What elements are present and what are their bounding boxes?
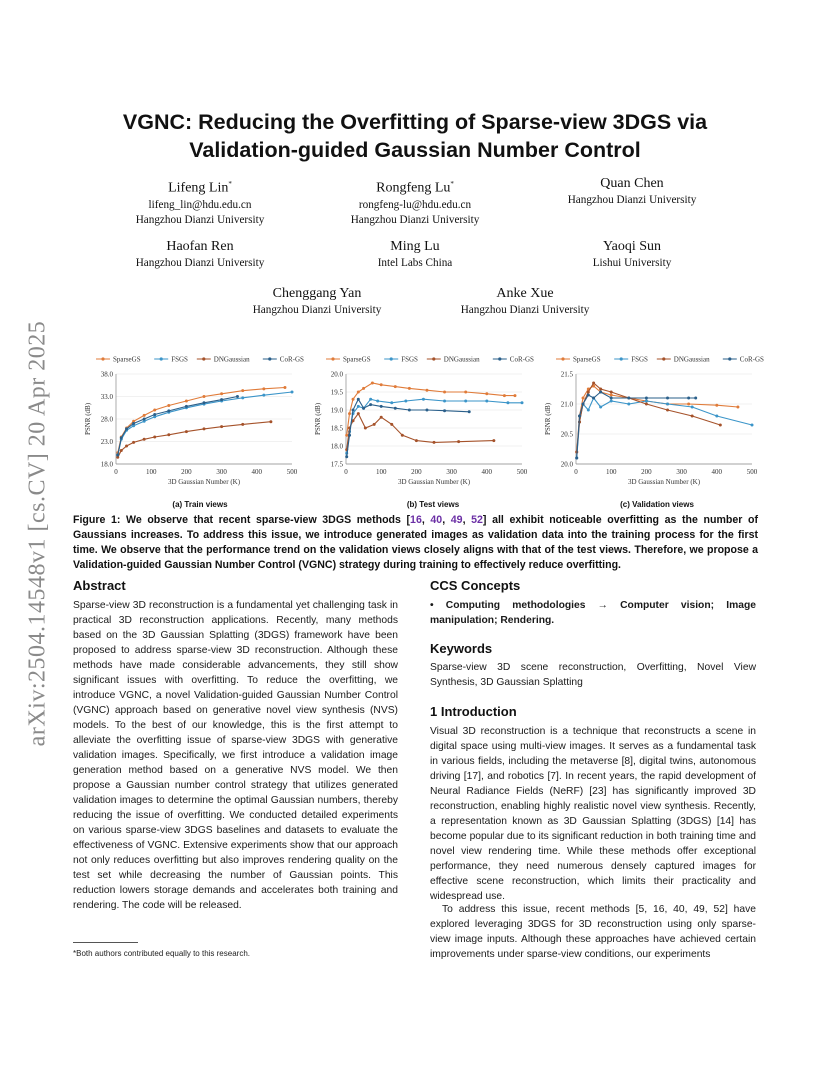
legend-label: FSGS bbox=[631, 355, 648, 364]
legend-marker bbox=[268, 357, 271, 360]
x-tick-label: 200 bbox=[411, 468, 422, 476]
data-point bbox=[645, 400, 648, 403]
data-point bbox=[364, 427, 367, 430]
subcaption-validation: (c) Validation views bbox=[620, 500, 694, 509]
data-point bbox=[116, 454, 119, 457]
author-affiliation: Hangzhou Dianzi University bbox=[135, 214, 265, 227]
title-line-2: Validation-guided Gaussian Number Control bbox=[189, 138, 641, 162]
abstract-text: Sparse-view 3D reconstruction is a fundamental yet challenging task in practical 3D reconstruction applications. Recently, many methods based on the 3D Gaussian Splatting (3DGS) framework have been proposed to address sparse-view 3D reconstruction. Although these methods have made considerable advancements, they still show significant issues with overfitting. To reduce the overfitting, we introduce VGNC, a novel Validation-guided Gaussian Number Control (VGNC) approach based on generative novel view synthesis (NVS) models. To the best of our knowledge, this is the first attempt to alleviate the overfitting issue of sparse-view 3DGS with generative validation images. Specifically, we first introduce a validation image generation method based on a generative NVS model. We then propose a Gaussian number control strategy that utilizes generated validation images to determine the optimal Gaussian numbers, thereby reducing the issue of overfitting. We conducted detailed experiments on various sparse-view 3DGS baselines and datasets to evaluate the effectiveness of VGNC. Extensive experiments show that our approach not only reduces overfitting but also improves rendering quality on the test set while decreasing the number of Gaussian points. This reduction lowers storage demands and accelerates both training and rendering. The code will be released. bbox=[73, 600, 398, 911]
data-point bbox=[390, 423, 393, 426]
data-point bbox=[443, 391, 446, 394]
author-block: Rongfeng Lu* rongfeng-lu@hdu.edu.cn Hangzhou Dianzi University bbox=[310, 175, 520, 229]
data-point bbox=[380, 383, 383, 386]
data-point bbox=[376, 400, 379, 403]
legend-marker bbox=[101, 357, 104, 360]
data-point bbox=[666, 409, 669, 412]
y-tick-label: 21.5 bbox=[560, 370, 573, 379]
data-point bbox=[587, 409, 590, 412]
y-axis-label: PSNR (dB) bbox=[544, 402, 552, 436]
data-point bbox=[125, 427, 128, 430]
author-affiliation: Lishui University bbox=[592, 257, 672, 269]
legend-label: FSGS bbox=[401, 355, 418, 364]
data-point bbox=[587, 391, 590, 394]
x-axis-label: 3D Gaussian Number (K) bbox=[397, 478, 471, 486]
author-affiliation: Hangzhou Dianzi University bbox=[350, 214, 480, 227]
y-tick-label: 17.5 bbox=[330, 460, 343, 469]
data-point bbox=[457, 440, 460, 443]
data-point bbox=[521, 401, 524, 404]
data-point bbox=[362, 407, 365, 410]
title-line-1: VGNC: Reducing the Overfitting of Sparse-view 3DGS via bbox=[122, 110, 708, 134]
data-point bbox=[503, 394, 506, 397]
y-tick-label: 18.0 bbox=[330, 442, 343, 451]
author-name: Haofan Ren bbox=[166, 239, 234, 254]
y-tick-label: 20.0 bbox=[330, 370, 343, 379]
data-point bbox=[425, 389, 428, 392]
author-name: Lifeng Lin bbox=[168, 180, 229, 196]
data-point bbox=[203, 401, 206, 404]
x-tick-label: 0 bbox=[114, 468, 118, 476]
data-point bbox=[433, 441, 436, 444]
data-point bbox=[404, 400, 407, 403]
data-point bbox=[380, 416, 383, 419]
legend-marker bbox=[160, 357, 163, 360]
x-tick-label: 500 bbox=[286, 468, 298, 476]
citation-link[interactable]: 40 bbox=[430, 514, 443, 526]
data-point bbox=[401, 434, 404, 437]
data-point bbox=[582, 397, 585, 400]
series-line-cor-gs bbox=[118, 397, 238, 456]
data-point bbox=[506, 401, 509, 404]
x-tick-label: 300 bbox=[676, 468, 687, 476]
data-point bbox=[153, 436, 156, 439]
y-tick-label: 23.0 bbox=[100, 437, 113, 446]
series-line-sparsegs bbox=[577, 386, 738, 452]
data-point bbox=[357, 391, 360, 394]
data-point bbox=[262, 394, 265, 397]
series-line-dngaussian bbox=[118, 422, 271, 458]
data-point bbox=[380, 405, 383, 408]
figure-caption: Figure 1: We observe that recent sparse-view 3DGS methods [16, 40, 49, 52] all exhibit noticeable overfitting as the number of Gaussians increases. To address this issue, we introduce generated images as validation data into the training process for the first time. We observe that the performance trend on the validation views closely aligns with that of the test views. Therefore, we propose a Validation-guided Gaussian Number Control (VGNC) strategy during training to effectively reduce overfitting. bbox=[73, 514, 758, 571]
legend-label: CoR-GS bbox=[509, 355, 534, 364]
y-tick-label: 19.5 bbox=[330, 388, 343, 397]
data-point bbox=[599, 388, 602, 391]
y-tick-label: 33.0 bbox=[100, 392, 113, 401]
author-block: Lifeng Lin* lifeng_lin@hdu.edu.cn Hangzhou Dianzi University bbox=[95, 175, 305, 229]
x-tick-label: 0 bbox=[574, 468, 578, 476]
keywords-heading: Keywords bbox=[430, 641, 493, 656]
data-point bbox=[362, 387, 365, 390]
data-point bbox=[373, 423, 376, 426]
data-point bbox=[357, 412, 360, 415]
arxiv-watermark: arXiv:2504.14548v1 [cs.CV] 20 Apr 2025 bbox=[24, 320, 51, 747]
x-tick-label: 300 bbox=[446, 468, 457, 476]
chart-panel-test bbox=[310, 350, 540, 498]
data-point bbox=[390, 401, 393, 404]
x-tick-label: 100 bbox=[605, 468, 617, 476]
data-point bbox=[592, 397, 595, 400]
subcaption-train: (a) Train views bbox=[172, 500, 228, 509]
author-affiliation: Intel Labs China bbox=[377, 257, 453, 269]
data-point bbox=[645, 397, 648, 400]
x-axis-label: 3D Gaussian Number (K) bbox=[627, 478, 701, 486]
data-point bbox=[371, 382, 374, 385]
data-point bbox=[132, 441, 135, 444]
series-line-fsgs bbox=[118, 392, 292, 455]
data-point bbox=[627, 403, 630, 406]
author-block bbox=[310, 238, 520, 272]
x-tick-label: 400 bbox=[251, 468, 263, 476]
series-line-sparsegs bbox=[347, 383, 515, 435]
data-point bbox=[415, 439, 418, 442]
data-point bbox=[132, 422, 135, 425]
data-point bbox=[352, 398, 355, 401]
data-point bbox=[464, 391, 467, 394]
author-block bbox=[212, 285, 422, 319]
chart-train-views bbox=[80, 350, 310, 498]
data-point bbox=[203, 427, 206, 430]
author-affiliation: Hangzhou Dianzi University bbox=[135, 257, 265, 269]
intro-paragraph-1: Visual 3D reconstruction is a technique that reconstructs a scene in digital space using multi-view images. It serves as a fundamental task in various fields, including the metaverse [8], digital twins, autonomous driving [17], and robotics [7]. In recent years, the rapid development of Neural Radiance Fields (NeRF) [23] has significantly improved 3D reconstruction, enabling highly realistic novel view synthesis. Recently, a representation known as 3D Gaussian Splatting (3DGS) [14] has become popular due to its significant reduction in both training time and novel view rendering time. While these methods offer exceptional performance, they need numerous densely captured images for effective scene reconstruction, which limits their practicality and widespread use. bbox=[430, 726, 756, 902]
legend-marker bbox=[202, 357, 205, 360]
data-point bbox=[357, 398, 360, 401]
data-point bbox=[167, 409, 170, 412]
y-tick-label: 21.0 bbox=[560, 400, 573, 409]
legend-marker bbox=[728, 357, 731, 360]
subcaption-test: (b) Test views bbox=[406, 500, 460, 509]
author-block bbox=[420, 285, 630, 319]
data-point bbox=[627, 397, 630, 400]
data-point bbox=[687, 403, 690, 406]
data-point bbox=[120, 449, 123, 452]
author-email: lifeng_lin@hdu.edu.cn bbox=[148, 198, 252, 211]
series-line-fsgs bbox=[347, 399, 522, 453]
data-point bbox=[492, 439, 495, 442]
data-point bbox=[241, 396, 244, 399]
legend-label: SparseGS bbox=[573, 355, 601, 364]
data-point bbox=[422, 398, 425, 401]
intro-heading: 1 Introduction bbox=[430, 704, 517, 719]
ccs-text: • Computing methodologies → Computer vision; Image manipulation; Rendering. bbox=[430, 600, 756, 626]
legend-label: CoR-GS bbox=[739, 355, 764, 364]
data-point bbox=[220, 398, 223, 401]
data-point bbox=[592, 382, 595, 385]
y-axis-label: PSNR (dB) bbox=[314, 402, 322, 436]
data-point bbox=[610, 397, 613, 400]
author-email: rongfeng-lu@hdu.edu.cn bbox=[358, 198, 472, 211]
legend-label: DNGaussian bbox=[213, 355, 250, 364]
data-point bbox=[369, 398, 372, 401]
data-point bbox=[348, 434, 351, 437]
y-tick-label: 28.0 bbox=[100, 415, 113, 424]
legend-marker bbox=[561, 357, 564, 360]
data-point bbox=[345, 455, 348, 458]
legend-label: FSGS bbox=[171, 355, 188, 364]
data-point bbox=[694, 397, 697, 400]
y-axis-label: PSNR (dB) bbox=[84, 402, 92, 436]
data-point bbox=[408, 387, 411, 390]
data-point bbox=[220, 392, 223, 395]
y-tick-label: 20.5 bbox=[560, 430, 573, 439]
data-point bbox=[394, 385, 397, 388]
data-point bbox=[715, 404, 718, 407]
data-point bbox=[153, 413, 156, 416]
author-block bbox=[527, 238, 737, 272]
x-tick-label: 400 bbox=[481, 468, 493, 476]
data-point bbox=[691, 406, 694, 409]
x-tick-label: 300 bbox=[216, 468, 227, 476]
data-point bbox=[203, 395, 206, 398]
author-affiliation: Hangzhou Dianzi University bbox=[252, 304, 382, 316]
author-name: Yaoqi Sun bbox=[602, 239, 662, 254]
data-point bbox=[185, 400, 188, 403]
legend-marker bbox=[620, 357, 623, 360]
data-point bbox=[587, 394, 590, 397]
data-point bbox=[464, 400, 467, 403]
data-point bbox=[125, 445, 128, 448]
data-point bbox=[645, 403, 648, 406]
legend-label: DNGaussian bbox=[673, 355, 710, 364]
data-point bbox=[443, 409, 446, 412]
data-point bbox=[582, 403, 585, 406]
series-line-fsgs bbox=[577, 398, 752, 458]
author-name: Ming Lu bbox=[390, 239, 440, 254]
data-point bbox=[687, 397, 690, 400]
citation-link[interactable]: 49 bbox=[450, 514, 463, 526]
author-affiliation: Hangzhou Dianzi University bbox=[460, 304, 590, 316]
x-tick-label: 500 bbox=[516, 468, 528, 476]
data-point bbox=[599, 391, 602, 394]
author-name: Quan Chen bbox=[600, 176, 664, 191]
data-point bbox=[357, 405, 360, 408]
y-tick-label: 18.0 bbox=[100, 460, 113, 469]
data-point bbox=[666, 397, 669, 400]
data-point bbox=[220, 425, 223, 428]
series-line-cor-gs bbox=[577, 392, 696, 458]
data-point bbox=[283, 386, 286, 389]
data-point bbox=[578, 415, 581, 418]
intro-paragraph-2: To address this issue, recent methods [5, 16, 40, 49, 52] have explored leveraging 3DGS for 3D reconstruction using only sparse-view image inputs. Although these approaches have achieved certain improvements under sparse-view conditions, our experiments bbox=[430, 904, 756, 960]
data-point bbox=[513, 394, 516, 397]
x-tick-label: 100 bbox=[145, 468, 157, 476]
data-point bbox=[485, 400, 488, 403]
data-point bbox=[241, 389, 244, 392]
x-axis-label: 3D Gaussian Number (K) bbox=[167, 478, 241, 486]
author-affiliation: Hangzhou Dianzi University bbox=[567, 194, 697, 206]
data-point bbox=[691, 415, 694, 418]
chart-validation-views bbox=[540, 350, 770, 498]
footnote: *Both authors contributed equally to this research. bbox=[73, 949, 250, 958]
data-point bbox=[610, 391, 613, 394]
ccs-heading: CCS Concepts bbox=[430, 578, 521, 593]
data-point bbox=[167, 433, 170, 436]
data-point bbox=[666, 403, 669, 406]
data-point bbox=[120, 436, 123, 439]
legend-marker bbox=[390, 357, 393, 360]
data-point bbox=[352, 409, 355, 412]
data-point bbox=[443, 400, 446, 403]
chart-test-views bbox=[310, 350, 540, 498]
author-block bbox=[95, 238, 305, 272]
citation-link[interactable]: 52 bbox=[471, 514, 483, 526]
y-tick-label: 18.5 bbox=[330, 424, 343, 433]
data-point bbox=[719, 424, 722, 427]
data-point bbox=[345, 434, 348, 437]
x-tick-label: 200 bbox=[641, 468, 652, 476]
x-tick-label: 400 bbox=[711, 468, 723, 476]
data-point bbox=[143, 418, 146, 421]
legend-marker bbox=[331, 357, 334, 360]
data-point bbox=[143, 438, 146, 441]
abstract-heading: Abstract bbox=[73, 578, 126, 593]
data-point bbox=[485, 392, 488, 395]
series-line-dngaussian bbox=[347, 414, 494, 450]
data-point bbox=[153, 409, 156, 412]
chart-panel-train bbox=[80, 350, 310, 498]
data-point bbox=[599, 406, 602, 409]
author-name: Chenggang Yan bbox=[272, 286, 362, 301]
data-point bbox=[185, 405, 188, 408]
y-tick-label: 20.0 bbox=[560, 460, 573, 469]
x-tick-label: 200 bbox=[181, 468, 192, 476]
data-point bbox=[143, 414, 146, 417]
legend-marker bbox=[662, 357, 665, 360]
data-point bbox=[241, 423, 244, 426]
data-point bbox=[185, 430, 188, 433]
footnote-rule bbox=[73, 942, 138, 943]
data-point bbox=[408, 409, 411, 412]
data-point bbox=[425, 409, 428, 412]
legend-label: DNGaussian bbox=[443, 355, 480, 364]
legend-marker bbox=[432, 357, 435, 360]
data-point bbox=[610, 394, 613, 397]
data-point bbox=[369, 403, 372, 406]
data-point bbox=[610, 400, 613, 403]
data-point bbox=[348, 412, 351, 415]
citation-link[interactable]: 16 bbox=[410, 514, 422, 526]
data-point bbox=[468, 410, 471, 413]
x-tick-label: 100 bbox=[375, 468, 387, 476]
x-tick-label: 500 bbox=[746, 468, 758, 476]
data-point bbox=[715, 415, 718, 418]
author-name: Anke Xue bbox=[496, 286, 554, 301]
data-point bbox=[291, 391, 294, 394]
y-tick-label: 19.0 bbox=[330, 406, 343, 415]
keywords-text: Sparse-view 3D scene reconstruction, Overfitting, Novel View Synthesis, 3D Gaussian Splatting bbox=[430, 662, 756, 688]
data-point bbox=[394, 407, 397, 410]
y-tick-label: 38.0 bbox=[100, 370, 113, 379]
x-tick-label: 0 bbox=[344, 468, 348, 476]
data-point bbox=[236, 395, 239, 398]
data-point bbox=[736, 406, 739, 409]
data-point bbox=[269, 420, 272, 423]
legend-label: SparseGS bbox=[113, 355, 141, 364]
data-point bbox=[167, 404, 170, 407]
legend-label: SparseGS bbox=[343, 355, 371, 364]
paper-title bbox=[70, 108, 760, 164]
legend-marker bbox=[498, 357, 501, 360]
data-point bbox=[575, 457, 578, 460]
data-point bbox=[262, 387, 265, 390]
author-block bbox=[527, 175, 737, 209]
chart-panel-validation bbox=[540, 350, 770, 498]
legend-label: CoR-GS bbox=[279, 355, 304, 364]
data-point bbox=[751, 424, 754, 427]
author-name: Rongfeng Lu bbox=[376, 180, 451, 196]
